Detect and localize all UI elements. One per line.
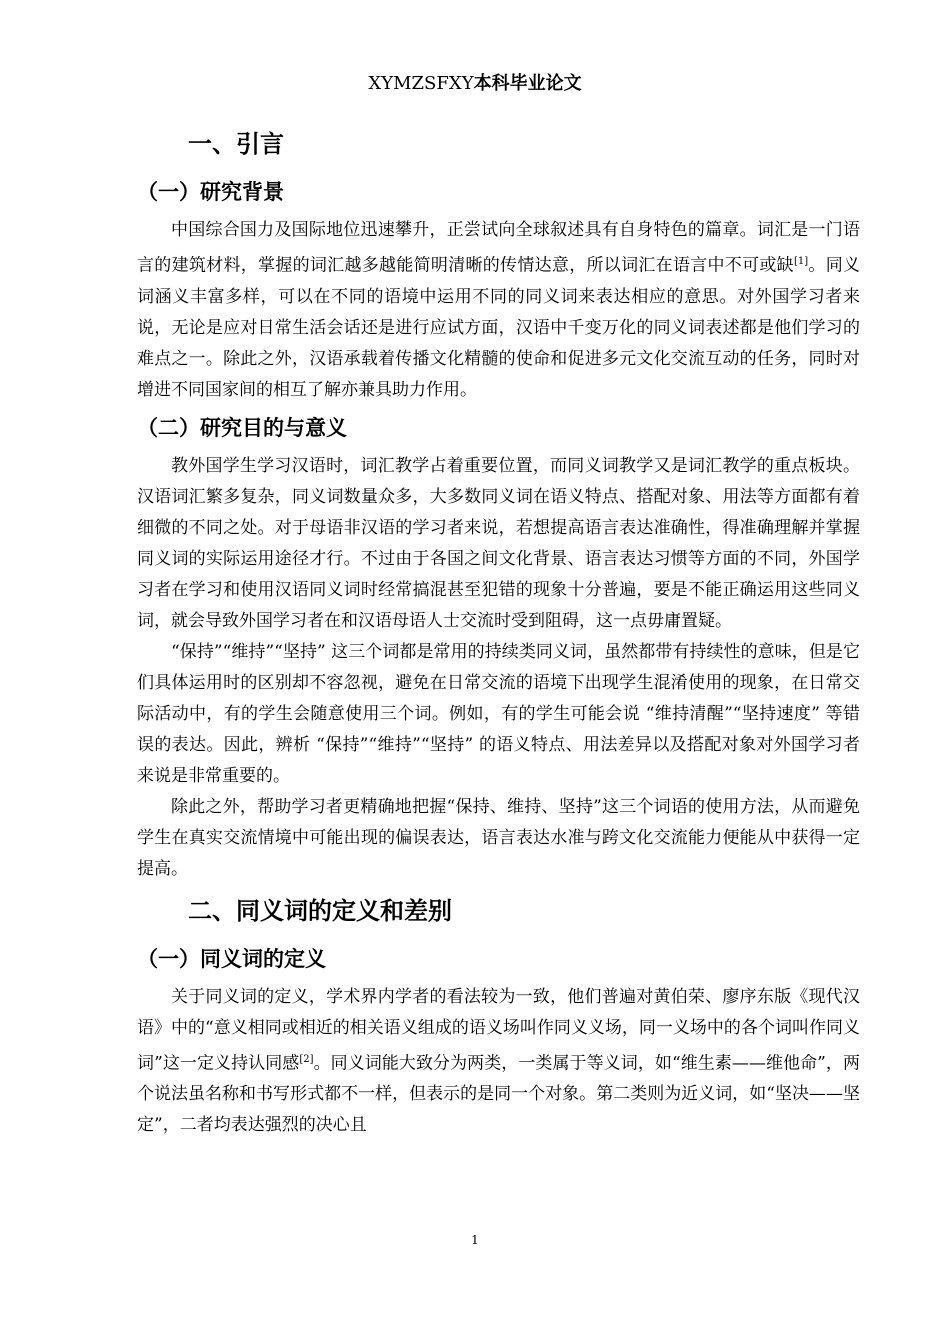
citation-marker: [2] [299, 1053, 314, 1065]
section-heading-introduction: 一、引言 [188, 130, 284, 158]
header-title: 本科毕业论文 [473, 73, 582, 94]
subsection-heading-background: （一）研究背景 [137, 180, 284, 204]
main-content [137, 118, 860, 1141]
paragraph-definition: 关于同义词的定义，学术界内学者的看法较为一致，他们普遍对黄伯荣、廖序东版《现代汉语》中的“意义相同或相近的相关语义组成的语义场叫作同义义场，同一义场中的各个词叫作同义词”这一定义持认同感[2]。同义词能大致分为两类，一类属于等义词，如“维生素——维他命”，两个说法虽名称和书写形式都不一样，但表示的是同一个对象。第二类则为近义词，如“坚决——坚定”，二者均表达强烈的决心且 [137, 986, 860, 1136]
page-number: 1 [471, 1233, 479, 1247]
paragraph-background: 中国综合国力及国际地位迅速攀升，正尝试向全球叙述具有自身特色的篇章。词汇是一门语言的建筑材料，掌握的词汇越多越能简明清晰的传情达意，所以词汇在语言中不可或缺[1]。同义词涵义丰富多样，可以在不同的语境中运用不同的同义词来表达相应的意思。对外国学习者来说，无论是应对日常生活会话还是进行应试方面，汉语中千变万化的同义词表述都是他们学习的难点之一。除此之外，汉语承载着传播文化精髓的使命和促进多元文化交流互动的任务，同时对增进不同国家间的相互了解亦兼具助力作用。 [137, 220, 861, 400]
section-heading-synonym-definition: 二、同义词的定义和差别 [188, 896, 452, 925]
paragraph-purpose-1: 教外国学生学习汉语时，词汇教学占着重要位置，而同义词教学又是词汇教学的重点板块。汉语词汇繁多复杂，同义词数量众多，大多数同义词在语义特点、搭配对象、用法等方面都有着细微的不同之处。对于母语非汉语的学习者来说，若想提高语言表达准确性，得准确理解并掌握同义词的实际运用途径才行。不过由于各国之间文化背景、语言表达习惯等方面的不同，外国学习者在学习和使用汉语同义词时经常搞混甚至犯错的现象十分普遍，要是不能正确运用这些同义词，就会导致外国学习者在和汉语母语人士交流时受到阻碍，这一点毋庸置疑。 [137, 455, 860, 631]
paragraph-purpose-3: 除此之外，帮助学习者更精确地把握“保持、维持、坚持”这三个词语的使用方法，从而避免学生在真实交流情境中可能出现的偏误表达，语言表达水准与跨文化交流能力便能从中获得一定提高。 [137, 796, 860, 879]
running-header [0, 70, 950, 98]
subsection-heading-definition: （一）同义词的定义 [137, 946, 326, 971]
paragraph-purpose-2: “保持”“维持”“坚持” 这三个词都是常用的持续类同义词，虽然都带有持续性的意味，但是它们具体运用时的区别却不容忽视，避免在日常交流的语境下出现学生混淆使用的现象，在日常交际活动中，有的学生会随意使用三个词。例如，有的学生可能会说 “维持清醒”“坚持速度” 等错误的表达。因此，辨析 “保持”“维持”“坚持” 的语义特点、用法差异以及搭配对象对外国学习者来说是非常重要的。 [137, 641, 860, 786]
header-code: XYMZSFXY [368, 73, 474, 94]
citation-marker: [1] [793, 256, 809, 267]
subsection-heading-purpose: （二）研究目的与意义 [137, 415, 347, 440]
